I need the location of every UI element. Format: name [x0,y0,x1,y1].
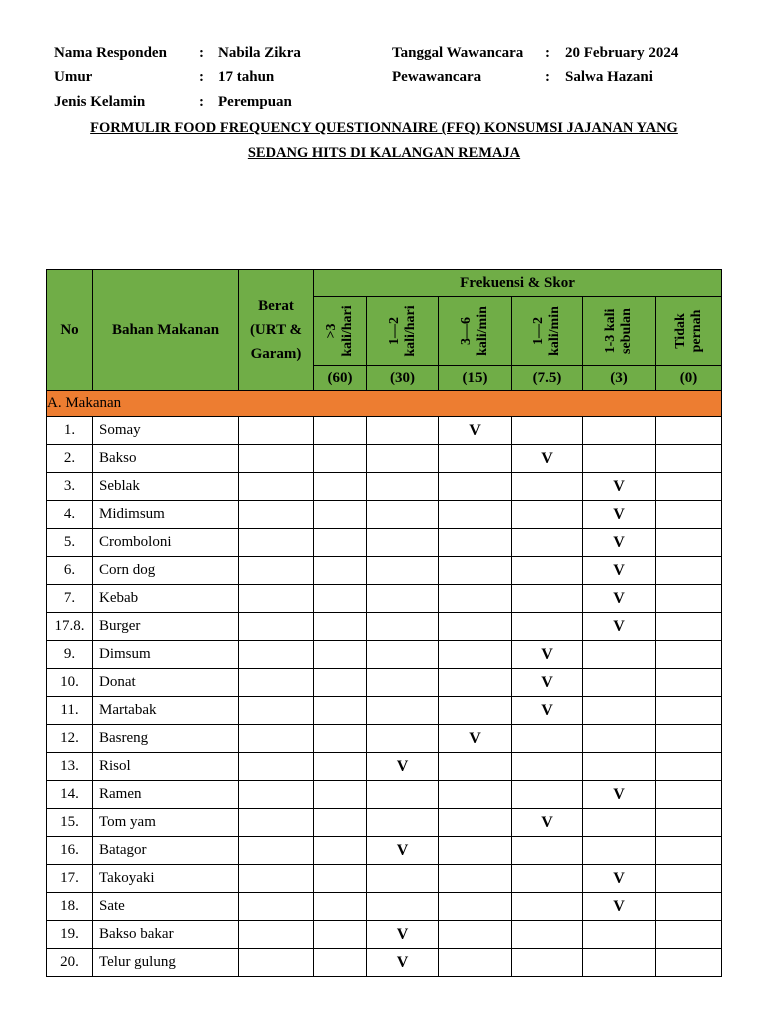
value-tanggal-wawancara: 20 February 2024 [565,45,679,61]
row-food-name: Midimsum [93,501,239,529]
frequency-cell: V [367,837,439,865]
row-berat-cell [239,529,314,557]
label-nama-responden: Nama Responden [54,45,167,61]
frequency-cell [656,529,722,557]
row-number: 11. [47,697,93,725]
frequency-cell [314,501,367,529]
frequency-cell [367,697,439,725]
frequency-cell [314,445,367,473]
frequency-cell: V [367,949,439,977]
row-berat-cell [239,557,314,585]
colon: : [199,69,204,85]
row-food-name: Ramen [93,781,239,809]
frequency-cell [367,641,439,669]
header-berat-line: Berat [258,298,294,314]
frequency-cell [512,781,583,809]
row-berat-cell [239,893,314,921]
frequency-cell [512,557,583,585]
table-row [47,669,722,697]
frequency-cell [367,781,439,809]
row-number: 3. [47,473,93,501]
frequency-cell [656,641,722,669]
frequency-cell: V [583,529,656,557]
frequency-cell [512,921,583,949]
frequency-cell [656,445,722,473]
frequency-cell [656,921,722,949]
frequency-cell [367,501,439,529]
frequency-cell [512,473,583,501]
row-food-name: Seblak [93,473,239,501]
frequency-cell [439,921,512,949]
frequency-cell [314,921,367,949]
freq-col-line1: >3 [324,323,339,339]
row-berat-cell [239,949,314,977]
frequency-cell [314,865,367,893]
header-berat-line: (URT & [249,322,303,338]
row-number: 9. [47,641,93,669]
row-berat-cell [239,697,314,725]
frequency-cell [656,837,722,865]
value-pewawancara: Salwa Hazani [565,69,653,85]
freq-col-line2: sebulan [619,308,634,354]
row-number: 2. [47,445,93,473]
frequency-cell: V [583,893,656,921]
row-number: 17. [47,865,93,893]
frequency-cell: V [512,445,583,473]
freq-col-line2: kali/hari [340,305,355,357]
freq-col-header [439,297,512,366]
frequency-cell [314,669,367,697]
frequency-cell [656,809,722,837]
table-row [47,529,722,557]
row-food-name: Risol [93,753,239,781]
frequency-cell [367,557,439,585]
freq-score: (30) [367,366,439,391]
table-row [47,445,722,473]
table-row [47,641,722,669]
freq-col-header [583,297,656,366]
frequency-cell [512,893,583,921]
row-berat-cell [239,837,314,865]
frequency-cell [583,949,656,977]
frequency-cell [656,473,722,501]
row-food-name: Takoyaki [93,865,239,893]
row-food-name: Tom yam [93,809,239,837]
frequency-cell [314,781,367,809]
frequency-cell: V [583,613,656,641]
header-no: No [47,270,93,391]
table-row [47,781,722,809]
frequency-cell: V [583,473,656,501]
freq-col-line2: kali/min [475,306,490,356]
frequency-cell [439,641,512,669]
row-food-name: Bakso bakar [93,921,239,949]
form-title-line1: FORMULIR FOOD FREQUENCY QUESTIONNAIRE (FFQ) KONSUMSI JAJANAN YANG [90,120,678,136]
row-berat-cell [239,417,314,445]
freq-col-header [314,297,367,366]
table-row [47,557,722,585]
freq-score: (60) [314,366,367,391]
freq-col-line1: 1-3 kali [603,308,618,354]
frequency-cell [314,529,367,557]
frequency-cell [583,417,656,445]
table-row [47,753,722,781]
frequency-cell [439,809,512,837]
frequency-cell [367,809,439,837]
frequency-cell [314,893,367,921]
row-food-name: Sate [93,893,239,921]
row-berat-cell [239,585,314,613]
frequency-cell [512,585,583,613]
row-food-name: Cromboloni [93,529,239,557]
frequency-cell [439,781,512,809]
row-berat-cell [239,865,314,893]
frequency-cell [656,865,722,893]
frequency-cell [656,949,722,977]
frequency-cell [367,585,439,613]
frequency-cell [656,669,722,697]
row-berat-cell [239,809,314,837]
row-food-name: Bakso [93,445,239,473]
frequency-cell [583,809,656,837]
table-row [47,697,722,725]
row-berat-cell [239,501,314,529]
colon: : [199,94,204,110]
frequency-cell [314,557,367,585]
row-food-name: Kebab [93,585,239,613]
frequency-cell [439,837,512,865]
colon: : [545,69,550,85]
frequency-cell [583,641,656,669]
frequency-cell [583,725,656,753]
frequency-cell [439,949,512,977]
frequency-cell [512,949,583,977]
value-umur: 17 tahun [218,69,275,85]
ffq-table [46,269,722,977]
header-bahan-makanan: Bahan Makanan [93,270,239,391]
freq-score: (7.5) [512,366,583,391]
frequency-cell: V [583,557,656,585]
table-row [47,613,722,641]
row-number: 12. [47,725,93,753]
frequency-cell [583,837,656,865]
frequency-cell [439,529,512,557]
table-row [47,949,722,977]
frequency-cell [439,893,512,921]
frequency-cell [367,669,439,697]
frequency-cell [367,445,439,473]
label-pewawancara: Pewawancara [392,69,482,85]
frequency-cell [314,837,367,865]
header-frekuensi-skor: Frekuensi & Skor [314,270,722,297]
value-jenis-kelamin: Perempuan [218,94,292,110]
frequency-cell [439,753,512,781]
section-label: A. Makanan [47,391,722,417]
row-number: 1. [47,417,93,445]
row-berat-cell [239,781,314,809]
row-number: 4. [47,501,93,529]
row-food-name: Dimsum [93,641,239,669]
frequency-cell [439,445,512,473]
frequency-cell [439,585,512,613]
frequency-cell [583,445,656,473]
frequency-cell [367,529,439,557]
frequency-cell: V [583,781,656,809]
row-food-name: Somay [93,417,239,445]
frequency-cell [656,585,722,613]
row-food-name: Batagor [93,837,239,865]
frequency-cell [439,501,512,529]
frequency-cell [314,725,367,753]
frequency-cell [367,865,439,893]
table-row [47,417,722,445]
row-number: 18. [47,893,93,921]
table-row [47,585,722,613]
row-food-name: Corn dog [93,557,239,585]
table-row [47,865,722,893]
frequency-cell [314,809,367,837]
row-food-name: Telur gulung [93,949,239,977]
frequency-cell: V [439,725,512,753]
frequency-cell [656,501,722,529]
frequency-cell [367,613,439,641]
row-number: 16. [47,837,93,865]
freq-col-line1: 3—6 [459,317,474,346]
frequency-cell [512,753,583,781]
row-number: 15. [47,809,93,837]
label-tanggal-wawancara: Tanggal Wawancara [392,45,524,61]
frequency-cell [512,529,583,557]
row-number: 6. [47,557,93,585]
table-row [47,809,722,837]
freq-score: (15) [439,366,512,391]
row-berat-cell [239,725,314,753]
label-umur: Umur [54,69,93,85]
row-number: 10. [47,669,93,697]
header-berat [239,270,314,391]
frequency-cell [314,417,367,445]
frequency-cell [656,781,722,809]
freq-col-line1: Tidak [672,313,688,349]
row-number: 20. [47,949,93,977]
frequency-cell [439,669,512,697]
frequency-cell [314,473,367,501]
row-berat-cell [239,921,314,949]
row-food-name: Martabak [93,697,239,725]
header-berat-line: Garam) [250,346,302,362]
frequency-cell: V [583,585,656,613]
form-title-line2: SEDANG HITS DI KALANGAN REMAJA [247,145,521,161]
freq-col-line1: 1—2 [386,317,402,346]
freq-col-line2: kali/min [547,306,562,356]
freq-col-line2: kali/hari [402,305,418,357]
table-row [47,501,722,529]
row-number: 7. [47,585,93,613]
frequency-cell [512,725,583,753]
frequency-cell [367,893,439,921]
row-berat-cell [239,613,314,641]
frequency-cell [656,417,722,445]
frequency-cell [583,697,656,725]
colon: : [199,45,204,61]
label-jenis-kelamin: Jenis Kelamin [54,94,146,110]
frequency-cell [314,641,367,669]
frequency-cell [367,473,439,501]
frequency-cell [656,557,722,585]
freq-score: (0) [656,366,722,391]
value-nama-responden: Nabila Zikra [218,45,301,61]
frequency-cell [367,417,439,445]
frequency-cell: V [512,697,583,725]
frequency-cell: V [583,501,656,529]
frequency-cell: V [512,809,583,837]
freq-col-header [367,297,439,366]
frequency-cell: V [512,669,583,697]
frequency-cell [314,949,367,977]
frequency-cell: V [439,417,512,445]
row-number: 13. [47,753,93,781]
frequency-cell [439,865,512,893]
table-row [47,725,722,753]
frequency-cell [314,753,367,781]
table-row [47,473,722,501]
frequency-cell: V [583,865,656,893]
row-number: 17.8. [47,613,93,641]
frequency-cell [512,501,583,529]
frequency-cell: V [512,641,583,669]
freq-score: (3) [583,366,656,391]
frequency-cell [512,613,583,641]
frequency-cell [656,697,722,725]
freq-col-line2: pernah [688,309,704,353]
colon: : [545,45,550,61]
table-row [47,893,722,921]
row-number: 19. [47,921,93,949]
row-food-name: Donat [93,669,239,697]
frequency-cell [314,697,367,725]
section-row-makanan [47,391,722,417]
row-berat-cell [239,641,314,669]
frequency-cell [439,697,512,725]
frequency-cell [583,753,656,781]
frequency-cell [314,613,367,641]
row-food-name: Burger [93,613,239,641]
frequency-cell: V [367,753,439,781]
table-row [47,921,722,949]
row-berat-cell [239,669,314,697]
row-berat-cell [239,753,314,781]
frequency-cell [656,893,722,921]
row-berat-cell [239,445,314,473]
row-berat-cell [239,473,314,501]
frequency-cell [583,921,656,949]
frequency-cell [656,725,722,753]
frequency-cell [512,837,583,865]
freq-col-header [512,297,583,366]
row-number: 5. [47,529,93,557]
row-number: 14. [47,781,93,809]
freq-col-header [656,297,722,366]
freq-col-line1: 1—2 [531,317,546,346]
frequency-cell [367,725,439,753]
frequency-cell: V [367,921,439,949]
table-row [47,837,722,865]
frequency-cell [656,753,722,781]
frequency-cell [439,473,512,501]
frequency-cell [656,613,722,641]
frequency-cell [583,669,656,697]
frequency-cell [439,613,512,641]
frequency-cell [512,865,583,893]
frequency-cell [439,557,512,585]
row-food-name: Basreng [93,725,239,753]
frequency-cell [314,585,367,613]
frequency-cell [512,417,583,445]
